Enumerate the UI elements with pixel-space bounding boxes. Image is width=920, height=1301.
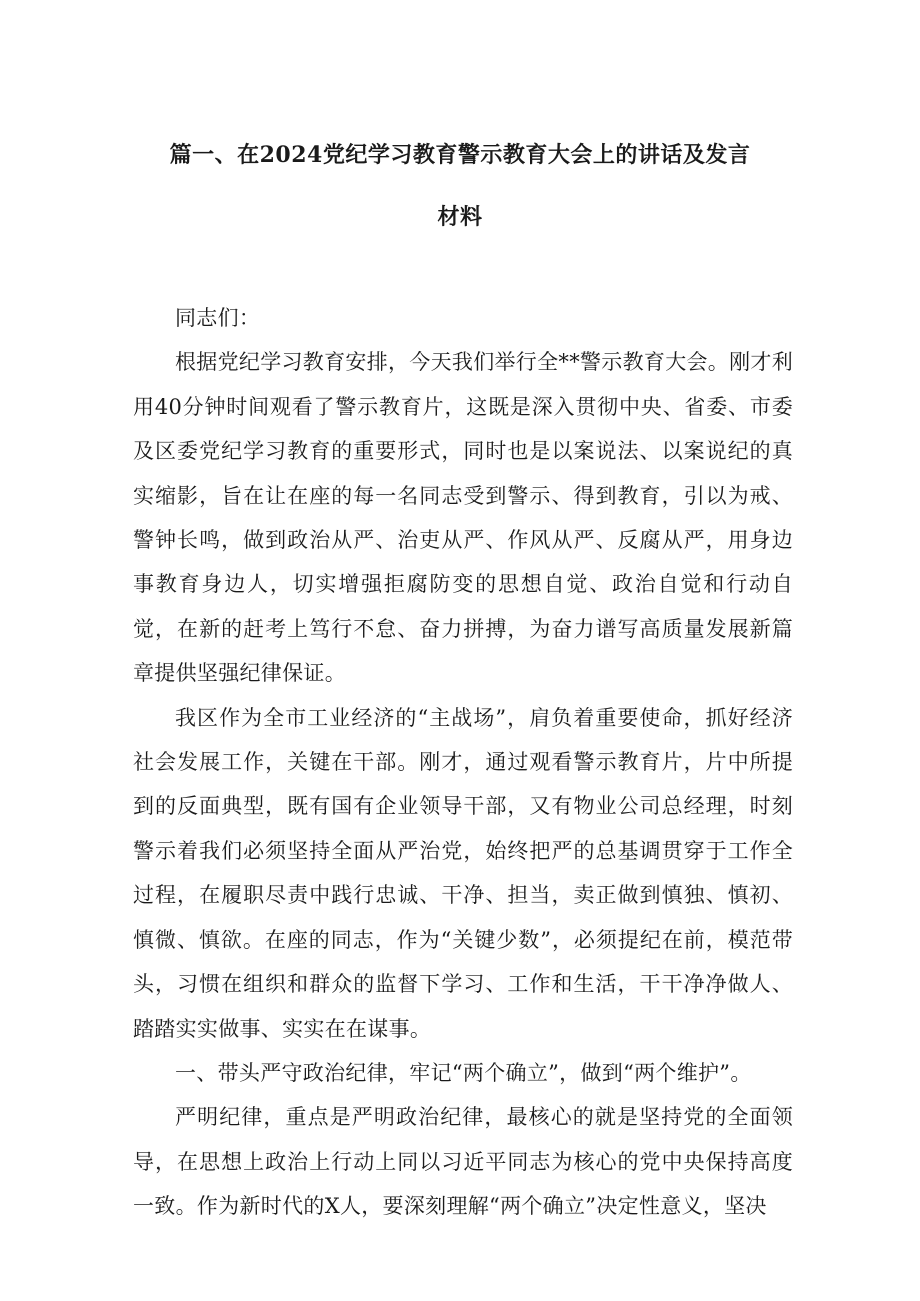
document-title-line-1: 篇一、在2024党纪学习教育警示教育大会上的讲话及发言 — [169, 142, 751, 168]
paragraph-intro: 根据党纪学习教育安排，今天我们举行全**警示教育大会。刚才利用40分钟时间观看了警示教育片，这既是深入贯彻中央、省委、市委及区委党纪学习教育的重要形式，同时也是以案说法、以案说纪的真实缩影，旨在让在座的每一名同志受到警示、得到教育，引以为戒、警钟长鸣，做到政治从严、治吏从严、作风从严、反腐从严，用身边事教育身边人，切实增强拒腐防变的思想自觉、政治自觉和行动自觉，在新的赶考上笃行不怠、奋力拼搏，为奋力谱写高质量发展新篇章提供坚强纪律保证。 — [133, 350, 793, 686]
section-heading-1: 一、带头严守政治纪律，牢记“两个确立”，做到“两个维护”。 — [175, 1060, 752, 1085]
document-title-line-2: 材料 — [437, 204, 483, 230]
document-body — [133, 296, 793, 1229]
paragraph-political-discipline: 严明纪律，重点是严明政治纪律，最核心的就是坚持党的全面领导，在思想上政治上行动上同以习近平同志为核心的党中央保持高度一致。作为新时代的X人，要深刻理解“两个确立”决定性意义，坚决 — [133, 1105, 793, 1219]
paragraph-district: 我区作为全市工业经济的“主战场”，肩负着重要使命，抓好经济社会发展工作，关键在干部。刚才，通过观看警示教育片，片中所提到的反面典型，既有国有企业领导干部，又有物业公司总经理，时刻警示着我们必须坚持全面从严治党，始终把严的总基调贯穿于工作全过程，在履职尽责中践行忠诚、干净、担当，卖正做到慎独、慎初、慎微、慎欲。在座的同志，作为“关键少数”，必须提纪在前，模范带头，习惯在组织和群众的监督下学习、工作和生活，干干净净做人、踏踏实实做事、实实在在谋事。 — [133, 705, 793, 1041]
salutation: 同志们： — [175, 306, 261, 330]
